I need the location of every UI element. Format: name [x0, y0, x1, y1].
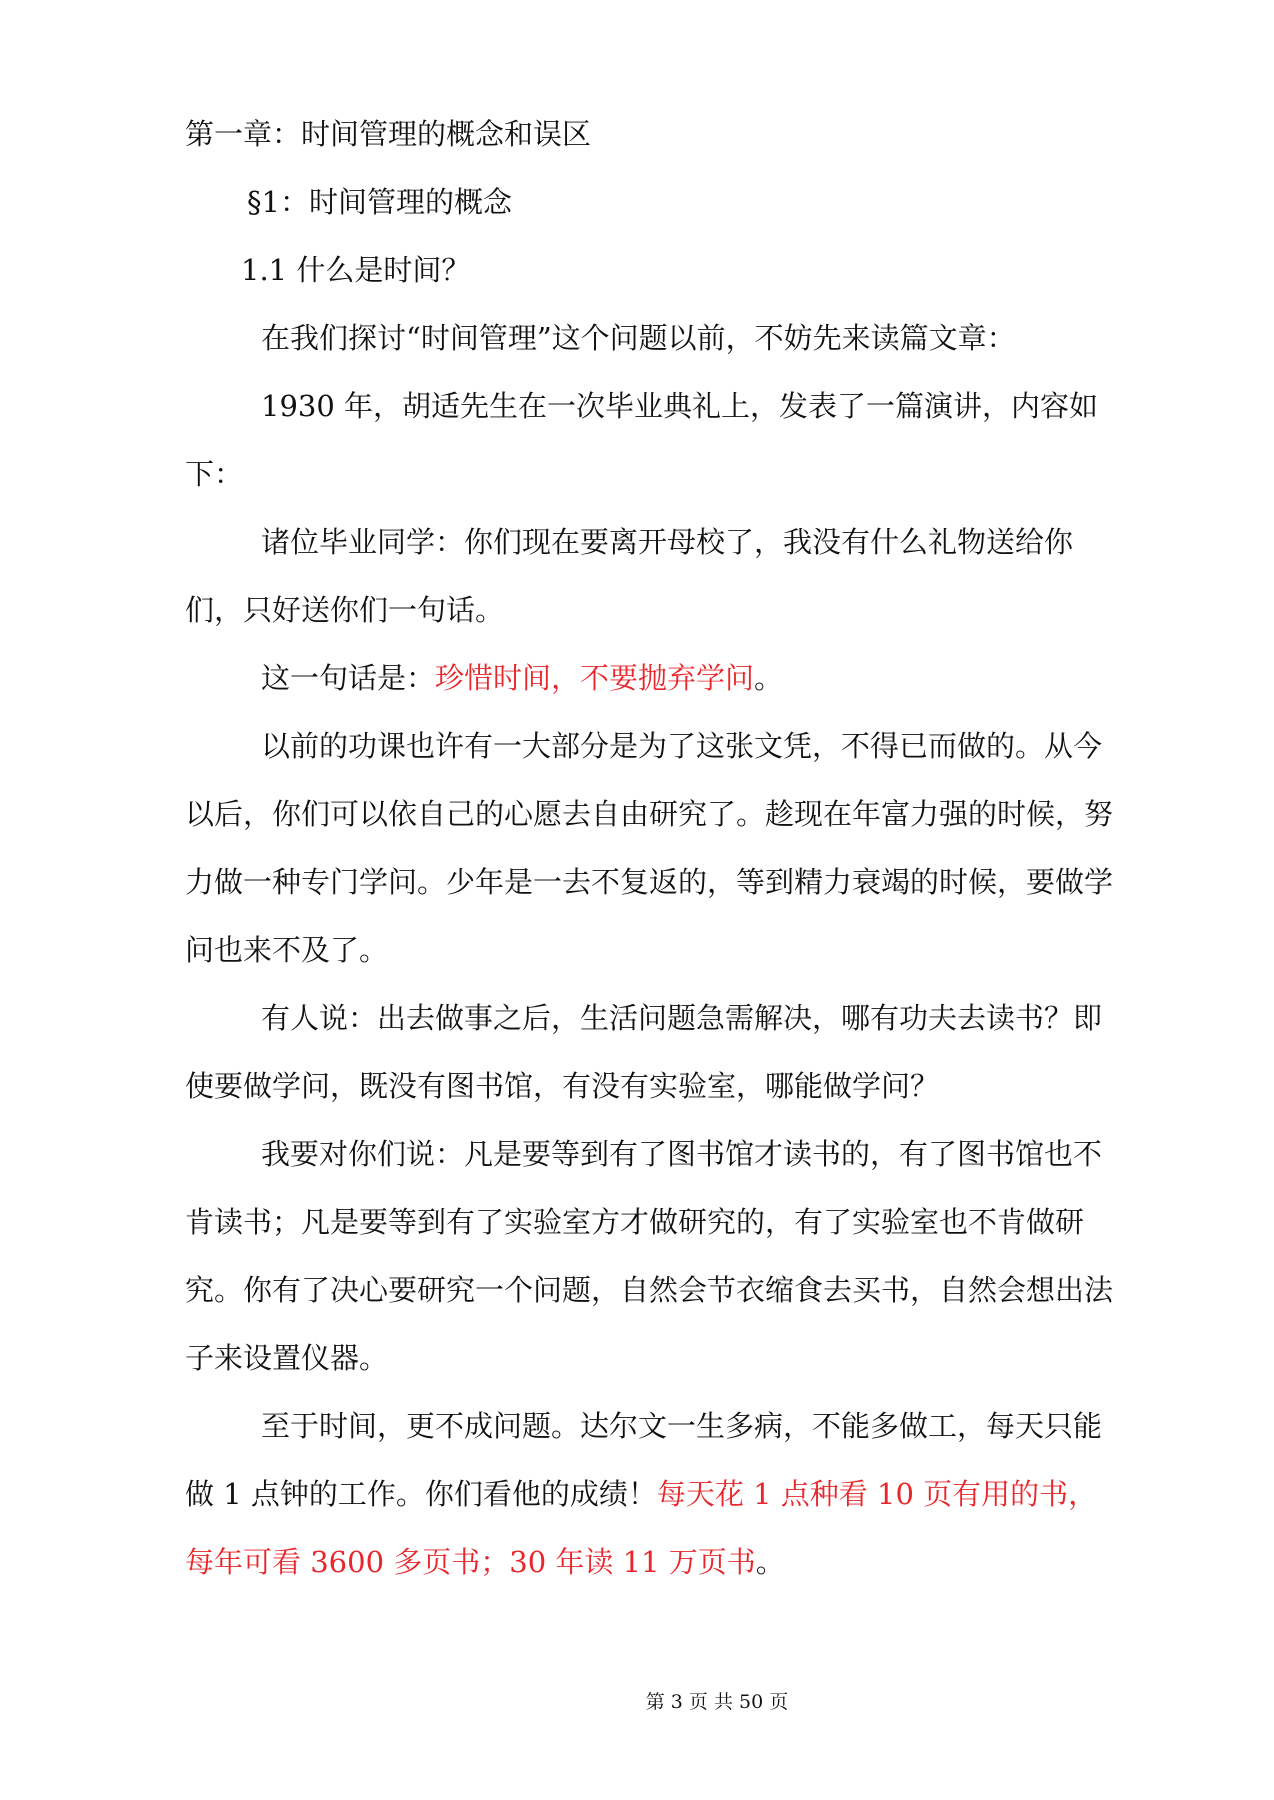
- paragraph-motto: [185, 644, 1115, 712]
- paragraph-study: 以前的功课也许有一大部分是为了这张文凭，不得已而做的。从今以后，你们可以依自己的心愿去自由研究了。趁现在年富力强的时候，努力做一种专门学问。少年是一去不复返的，等到精力衰竭的时候，要做学问也来不及了。: [185, 729, 1114, 967]
- motto-highlight: 珍惜时间，不要抛弃学问: [435, 661, 755, 695]
- paragraph-response: 我要对你们说：凡是要等到有了图书馆才读书的，有了图书馆也不肯读书；凡是要等到有了实验室方才做研究的，有了实验室也不肯做研究。你有了决心要研究一个问题，自然会节衣缩食去买书，自然会想出法子来设置仪器。: [185, 1137, 1114, 1375]
- chapter-title: 第一章：时间管理的概念和误区: [185, 117, 592, 151]
- motto-tail: 。: [754, 661, 784, 695]
- paragraph-speech-context: 1930 年，胡适先生在一次毕业典礼上，发表了一篇演讲，内容如下：: [185, 389, 1099, 491]
- page-number-footer: 第 3 页 共 50 页: [645, 1691, 789, 1713]
- paragraph-darwin: [185, 1392, 1115, 1596]
- motto-lead: 这一句话是：: [261, 661, 436, 695]
- document-body: [185, 100, 1115, 1596]
- section-title: §1：时间管理的概念: [247, 185, 512, 219]
- paragraph-objection: 有人说：出去做事之后，生活问题急需解决，哪有功夫去读书？即使要做学问，既没有图书馆，有没有实验室，哪能做学问？: [185, 1001, 1103, 1103]
- darwin-highlight: 每天花 1 点种看 10 页有用的书，每年可看 3600 多页书；30 年读 11 万页书: [185, 1477, 1098, 1579]
- darwin-lead: 至于时间，更不成问题。达尔文一生多病，不能多做工，每天只能做 1 点钟的工作。你们看他的成绩！: [185, 1409, 1103, 1511]
- subsection-title: 1.1 什么是时间？: [241, 253, 471, 287]
- darwin-tail: 。: [755, 1545, 785, 1579]
- paragraph-greeting: 诸位毕业同学：你们现在要离开母校了，我没有什么礼物送给你们，只好送你们一句话。: [185, 525, 1074, 627]
- paragraph-intro: 在我们探讨“时间管理”这个问题以前，不妨先来读篇文章：: [261, 321, 1016, 355]
